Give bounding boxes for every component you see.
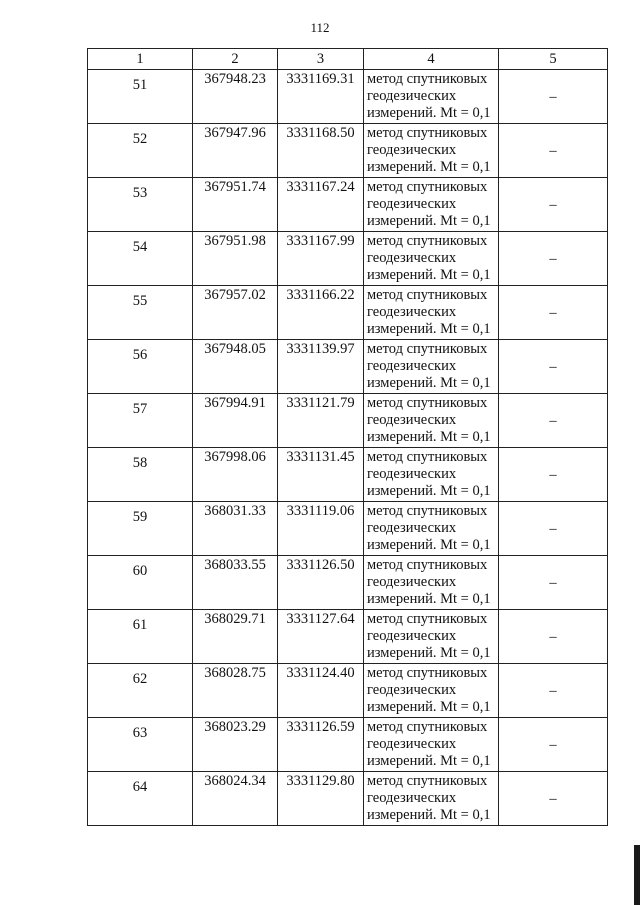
y-coordinate-cell: 3331124.40 (278, 664, 364, 718)
row-number-cell: 58 (88, 448, 193, 502)
method-cell (364, 70, 499, 124)
coordinates-table (87, 48, 608, 826)
table-row (88, 718, 608, 772)
table-row (88, 556, 608, 610)
x-coordinate-cell: 368033.55 (193, 556, 278, 610)
table-header (88, 49, 608, 70)
method-text-line: метод спутниковых (367, 503, 488, 519)
table-row (88, 772, 608, 826)
method-text-line: измерений. Mt = 0,1 (367, 753, 491, 769)
method-text-line: метод спутниковых (367, 557, 488, 573)
row-number-cell: 51 (88, 70, 193, 124)
method-text-line: геодезических (367, 142, 457, 158)
note-cell: – (499, 664, 608, 718)
x-coordinate-cell: 367947.96 (193, 124, 278, 178)
x-coordinate-cell: 368028.75 (193, 664, 278, 718)
row-number-cell: 52 (88, 124, 193, 178)
page-number: 112 (310, 20, 330, 35)
note-cell: – (499, 178, 608, 232)
row-number-cell: 61 (88, 610, 193, 664)
x-coordinate-cell: 367948.23 (193, 70, 278, 124)
method-text-line: геодезических (367, 412, 457, 428)
x-coordinate-cell: 368029.71 (193, 610, 278, 664)
table-row (88, 610, 608, 664)
method-text-line: измерений. Mt = 0,1 (367, 807, 491, 823)
y-coordinate-cell: 3331131.45 (278, 448, 364, 502)
row-number-cell: 57 (88, 394, 193, 448)
method-text-line: измерений. Mt = 0,1 (367, 267, 491, 283)
method-text-line: измерений. Mt = 0,1 (367, 321, 491, 337)
note-cell: – (499, 556, 608, 610)
note-cell: – (499, 394, 608, 448)
note-cell: – (499, 70, 608, 124)
method-text-line: метод спутниковых (367, 179, 488, 195)
y-coordinate-cell: 3331127.64 (278, 610, 364, 664)
note-cell: – (499, 340, 608, 394)
y-coordinate-cell: 3331139.97 (278, 340, 364, 394)
method-text-line: метод спутниковых (367, 449, 488, 465)
method-text-line: метод спутниковых (367, 395, 488, 411)
method-text-line: геодезических (367, 304, 457, 320)
y-coordinate-cell: 3331166.22 (278, 286, 364, 340)
header-col-1: 1 (88, 49, 193, 70)
y-coordinate-cell: 3331129.80 (278, 772, 364, 826)
table-row (88, 340, 608, 394)
note-cell: – (499, 718, 608, 772)
y-coordinate-cell: 3331126.50 (278, 556, 364, 610)
x-coordinate-cell: 368024.34 (193, 772, 278, 826)
header-col-2: 2 (193, 49, 278, 70)
header-row (88, 49, 608, 70)
note-cell: – (499, 610, 608, 664)
table-body (88, 70, 608, 826)
method-text-line: метод спутниковых (367, 611, 488, 627)
method-cell (364, 448, 499, 502)
row-number-cell: 54 (88, 232, 193, 286)
method-cell (364, 394, 499, 448)
method-cell (364, 664, 499, 718)
method-text-line: геодезических (367, 736, 457, 752)
note-cell: – (499, 232, 608, 286)
method-text-line: измерений. Mt = 0,1 (367, 591, 491, 607)
method-cell (364, 610, 499, 664)
note-cell: – (499, 448, 608, 502)
method-text-line: метод спутниковых (367, 341, 488, 357)
note-cell: – (499, 124, 608, 178)
method-text-line: геодезических (367, 520, 457, 536)
method-cell (364, 340, 499, 394)
method-text-line: метод спутниковых (367, 665, 488, 681)
method-cell (364, 178, 499, 232)
method-text-line: измерений. Mt = 0,1 (367, 429, 491, 445)
method-cell (364, 232, 499, 286)
header-col-3: 3 (278, 49, 364, 70)
method-text-line: измерений. Mt = 0,1 (367, 159, 491, 175)
row-number-cell: 64 (88, 772, 193, 826)
scan-edge-mark (634, 845, 640, 905)
note-cell: – (499, 772, 608, 826)
x-coordinate-cell: 367951.74 (193, 178, 278, 232)
y-coordinate-cell: 3331169.31 (278, 70, 364, 124)
method-text-line: геодезических (367, 250, 457, 266)
method-cell (364, 124, 499, 178)
table-row (88, 178, 608, 232)
method-text-line: измерений. Mt = 0,1 (367, 645, 491, 661)
table-row (88, 502, 608, 556)
method-text-line: измерений. Mt = 0,1 (367, 213, 491, 229)
method-cell (364, 772, 499, 826)
x-coordinate-cell: 368031.33 (193, 502, 278, 556)
method-cell (364, 286, 499, 340)
header-col-4: 4 (364, 49, 499, 70)
y-coordinate-cell: 3331167.24 (278, 178, 364, 232)
method-cell (364, 556, 499, 610)
table-row (88, 448, 608, 502)
method-text-line: измерений. Mt = 0,1 (367, 537, 491, 553)
table-row (88, 70, 608, 124)
x-coordinate-cell: 367948.05 (193, 340, 278, 394)
note-cell: – (499, 286, 608, 340)
method-text-line: геодезических (367, 466, 457, 482)
note-cell: – (499, 502, 608, 556)
header-col-5: 5 (499, 49, 608, 70)
row-number-cell: 59 (88, 502, 193, 556)
y-coordinate-cell: 3331119.06 (278, 502, 364, 556)
y-coordinate-cell: 3331126.59 (278, 718, 364, 772)
method-text-line: метод спутниковых (367, 233, 488, 249)
method-cell (364, 718, 499, 772)
method-text-line: метод спутниковых (367, 287, 488, 303)
x-coordinate-cell: 368023.29 (193, 718, 278, 772)
method-text-line: геодезических (367, 88, 457, 104)
row-number-cell: 56 (88, 340, 193, 394)
method-text-line: геодезических (367, 358, 457, 374)
method-text-line: измерений. Mt = 0,1 (367, 483, 491, 499)
row-number-cell: 60 (88, 556, 193, 610)
method-text-line: метод спутниковых (367, 719, 488, 735)
x-coordinate-cell: 367957.02 (193, 286, 278, 340)
method-text-line: геодезических (367, 682, 457, 698)
row-number-cell: 53 (88, 178, 193, 232)
method-text-line: геодезических (367, 196, 457, 212)
table-row (88, 124, 608, 178)
y-coordinate-cell: 3331168.50 (278, 124, 364, 178)
method-text-line: геодезических (367, 790, 457, 806)
method-text-line: измерений. Mt = 0,1 (367, 105, 491, 121)
table-row (88, 232, 608, 286)
x-coordinate-cell: 367998.06 (193, 448, 278, 502)
table-row (88, 664, 608, 718)
x-coordinate-cell: 367951.98 (193, 232, 278, 286)
method-text-line: измерений. Mt = 0,1 (367, 375, 491, 391)
method-text-line: геодезических (367, 574, 457, 590)
table-row (88, 286, 608, 340)
method-text-line: метод спутниковых (367, 71, 488, 87)
table-row (88, 394, 608, 448)
method-text-line: метод спутниковых (367, 125, 488, 141)
y-coordinate-cell: 3331121.79 (278, 394, 364, 448)
method-text-line: измерений. Mt = 0,1 (367, 699, 491, 715)
row-number-cell: 55 (88, 286, 193, 340)
row-number-cell: 63 (88, 718, 193, 772)
method-text-line: метод спутниковых (367, 773, 488, 789)
y-coordinate-cell: 3331167.99 (278, 232, 364, 286)
method-text-line: геодезических (367, 628, 457, 644)
row-number-cell: 62 (88, 664, 193, 718)
method-cell (364, 502, 499, 556)
x-coordinate-cell: 367994.91 (193, 394, 278, 448)
